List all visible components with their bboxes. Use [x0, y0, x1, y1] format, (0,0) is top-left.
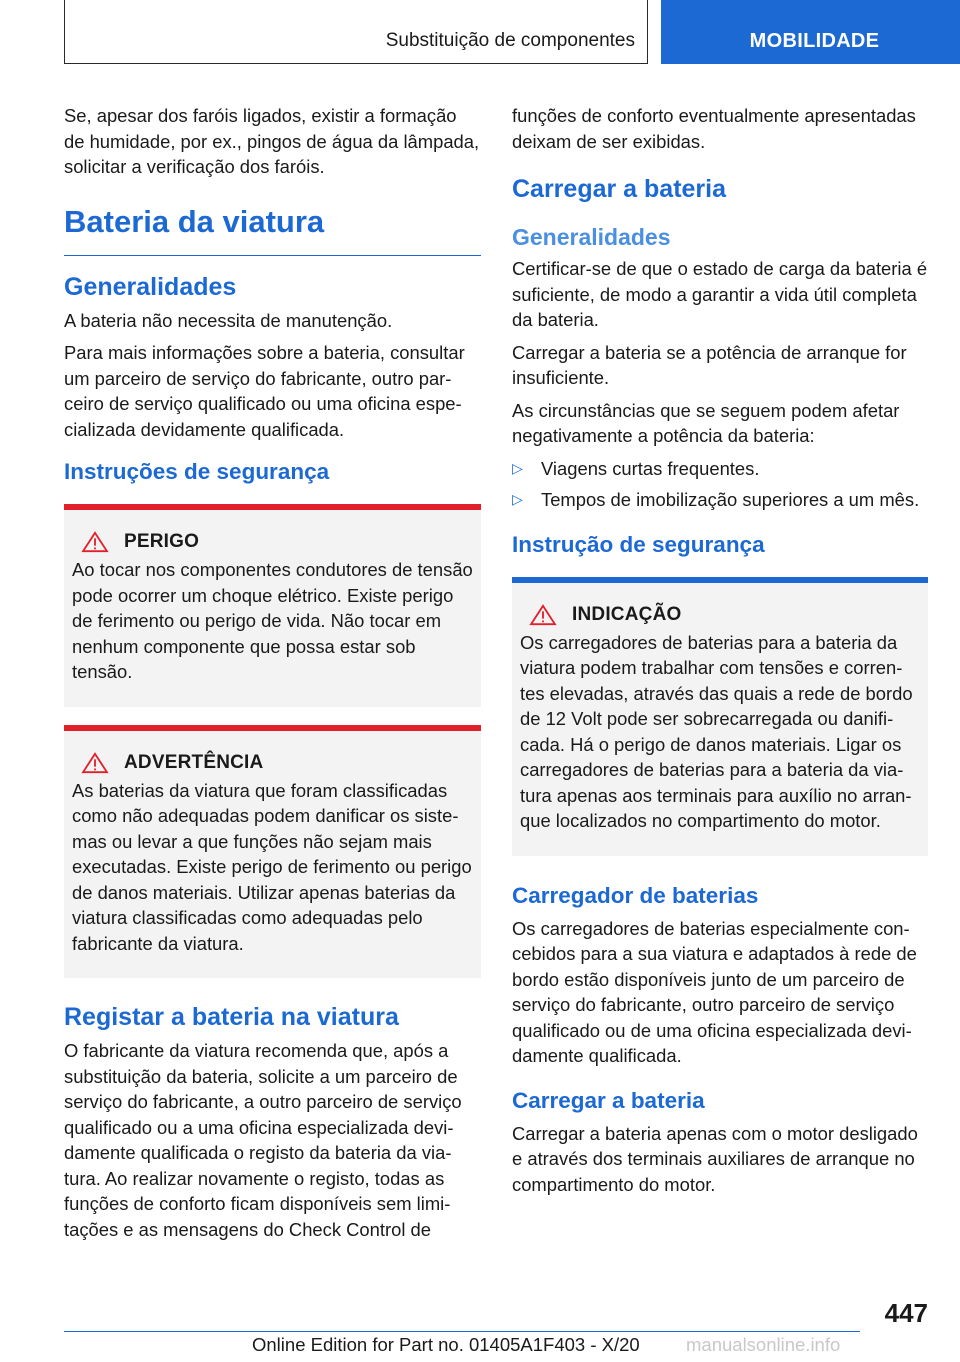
danger-box	[64, 504, 481, 707]
charger-heading: Carregador de baterias	[512, 882, 759, 908]
warning-triangle-icon	[80, 752, 110, 774]
warning-text: As baterias da viatura que foram classificadas como não adequadas podem danificar os sistemas ou levar a que funções não sejam mais executadas. Existe perigo de ferimento ou perigo de danos materiais. Utilizar apenas baterias da viatura classificadas como adequadas pelo fabricante da viatura.	[72, 779, 472, 954]
charge-paragraph-3: As circunstâncias que se seguem podem afetar negativamente a potência da bateria:	[512, 399, 900, 446]
section-title: Substituição de componentes	[385, 30, 635, 51]
warning-title: ADVERTÊNCIA	[124, 751, 264, 773]
bullet-triangle-icon: ▷	[512, 491, 523, 507]
danger-title: PERIGO	[124, 531, 200, 552]
charge-paragraph-1: Certificar-se de que o estado de carga da bateria é suficiente, de modo a garantir a vida útil completa da bateria.	[512, 258, 928, 330]
chapter-tab[interactable]	[661, 0, 960, 64]
general-paragraph-2: Para mais informações sobre a bateria, consultar um parceiro de serviço do fabricante, outro parceiro de serviço qualificado ou uma oficina especializada devidamente qualificada.	[64, 342, 465, 440]
general-heading-right: Generalidades	[512, 224, 671, 250]
general-heading: Generalidades	[64, 272, 237, 301]
left-column	[64, 103, 481, 1249]
safety-heading: Instruções de segurança	[64, 459, 330, 484]
continued-paragraph: funções de conforto eventualmente apresentadas deixam de ser exibidas.	[512, 105, 916, 152]
bullet-triangle-icon: ▷	[512, 459, 523, 476]
charging-paragraph: Carregar a bateria apenas com o motor desligado e através dos terminais auxiliares de arranque no compartimento do motor.	[512, 1122, 918, 1195]
charge-heading: Carregar a bateria	[512, 175, 727, 203]
general-paragraph-1: A bateria não necessita de manutenção.	[64, 309, 393, 331]
warning-triangle-icon	[528, 604, 558, 626]
header-section-box	[64, 0, 648, 64]
page-title: Bateria da viatura	[64, 203, 325, 239]
warning-triangle-icon	[80, 531, 110, 553]
charge-paragraph-2: Carregar a bateria se a potência de arranque for insuficiente.	[512, 341, 907, 388]
edition-text: Online Edition for Part no. 01405A1F403 - X/20	[252, 1334, 640, 1355]
chapter-tab-label: MOBILIDADE	[749, 30, 880, 52]
circumstances-list	[512, 456, 928, 513]
right-column	[512, 103, 928, 1204]
register-paragraph: O fabricante da viatura recomenda que, após a substituição da bateria, solicite a um parceiro de serviço do fabricante, a outro parceiro de serviço qualificado ou a uma oficina especializada devidamente qualificada o registo da bateria da viatura. Ao realizar novamente o registo, todas as funções de conforto ficam disponíveis sem limitações e as mensagens do Check Control de	[64, 1040, 462, 1240]
page-number: 447	[884, 1298, 928, 1328]
footer-rule	[64, 1331, 860, 1332]
watermark: manualsonline.info	[686, 1334, 841, 1355]
note-title: INDICAÇÃO	[572, 603, 682, 625]
charger-paragraph: Os carregadores de baterias especialmente concebidos para a sua viatura e adaptados à rede de bordo estão disponíveis junto de um parceiro de serviço do fabricante, outro parceiro de serviço qualificado ou de uma oficina especializada devidamente qualificada.	[512, 917, 917, 1066]
note-box	[512, 577, 928, 856]
warning-box	[64, 725, 481, 979]
list-item: ▷ Viagens curtas frequentes.	[512, 456, 928, 482]
charging-heading: Carregar a bateria	[512, 1087, 705, 1113]
safety-heading-right: Instrução de segurança	[512, 531, 765, 557]
title-rule	[64, 255, 481, 256]
danger-text: Ao tocar nos componentes condutores de tensão pode ocorrer um choque elétrico. Existe perigo de ferimento ou perigo de vida. Não tocar em nenhum componente que possa estar sob tensão.	[72, 559, 473, 682]
note-text: Os carregadores de baterias para a bateria da viatura podem trabalhar com tensões e correntes elevadas, através das quais a rede de bordo de 12 Volt pode ser sobrecarregada ou danificada. Há o perigo de danos materiais. Ligar os carregadores de baterias para a bateria da viatura apenas aos terminais para auxílio no arranque localizados no compartimento do motor.	[520, 631, 913, 831]
list-item: ▷ Tempos de imobilização superiores a um mês.	[512, 487, 928, 513]
register-heading: Registar a bateria na viatura	[64, 1003, 399, 1031]
intro-paragraph: Se, apesar dos faróis ligados, existir a formação de humidade, por ex., pingos de água da lâmpada, solicitar a verificação dos faróis.	[64, 105, 480, 177]
